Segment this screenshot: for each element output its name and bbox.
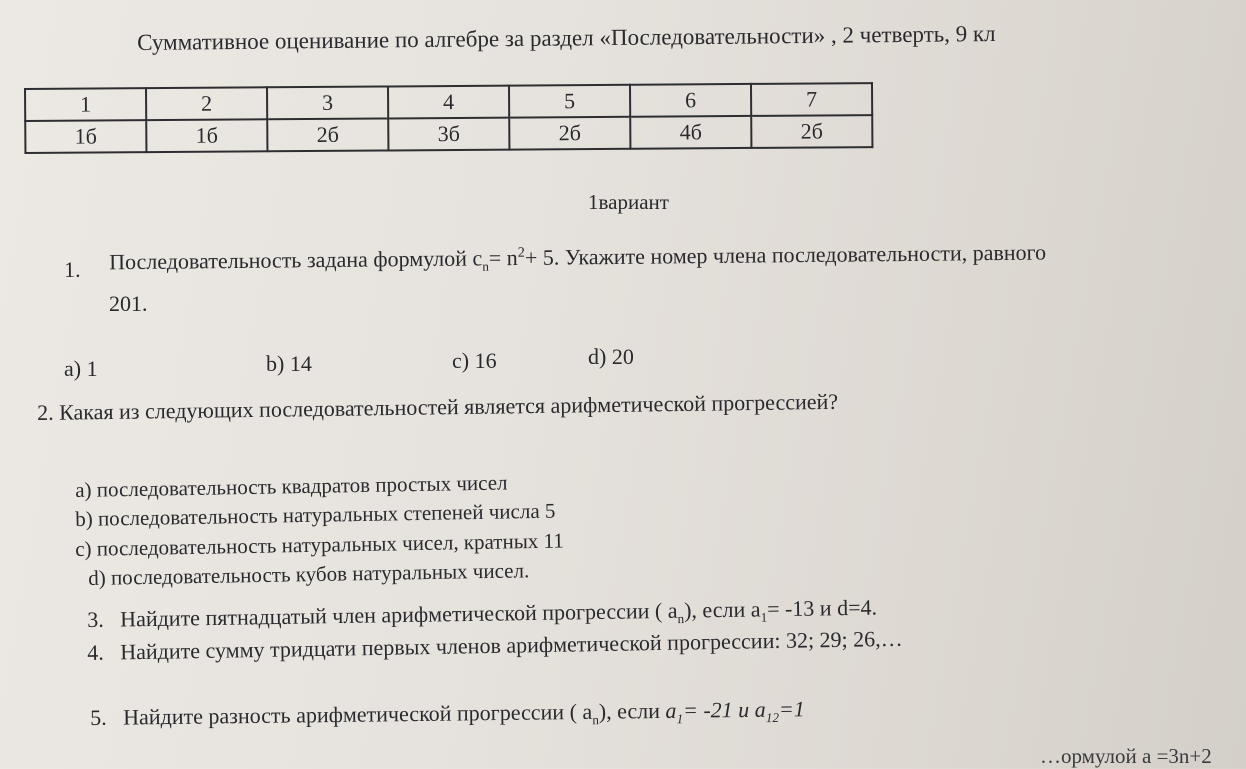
question-1-option-c: c) 16 (452, 348, 497, 373)
question-2-text: 2. Какая из следующих последовательностей является арифметической прогрессией? (37, 388, 839, 425)
table-cell: 2б (267, 118, 388, 151)
question-5-sub-12: 12 (765, 709, 780, 726)
question-1-text (109, 239, 1046, 279)
question-5-text-b: ), если (598, 697, 666, 724)
question-3-sub-1: 1 (760, 609, 768, 625)
page-title: Суммативное оценивание по алгебре за раздел «Последовательности» , 2 четверть, 9 кл (137, 21, 996, 55)
question-1-text-after: + 5. Укажите номер члена последовательности, равного (524, 239, 1047, 270)
question-1-option-d: d) 20 (588, 344, 634, 369)
table-cell: 1б (25, 120, 146, 153)
table-cell: 2 (146, 87, 267, 120)
question-1-option-a: a) 1 (64, 356, 98, 381)
table-cell: 3 (267, 86, 388, 119)
question-1-text-mid: = n (488, 245, 518, 271)
cutoff-text: …ормулой a =3n+2 (1040, 744, 1212, 768)
table-cell: 4 (388, 86, 509, 119)
question-1-option-b: b) 14 (266, 351, 312, 376)
question-4-number: 4. (87, 639, 104, 665)
table-cell: 2б (751, 115, 872, 148)
question-5-sub-1: 1 (676, 711, 684, 727)
question-1-superscript: 2 (517, 244, 525, 261)
table-cell: 5 (509, 85, 630, 118)
question-5-sub-n: n (592, 712, 599, 728)
question-5-it-a: a (665, 697, 677, 723)
question-2-option-a: a) последовательность квадратов простых чисел (75, 470, 508, 502)
table-cell: 1 (25, 88, 146, 121)
table-cell: 3б (388, 118, 509, 151)
question-2-option-d: d) последовательность кубов натуральных чисел. (88, 558, 530, 590)
table-cell: 2б (509, 117, 630, 150)
question-5-text (90, 696, 805, 734)
table-cell: 7 (751, 83, 872, 116)
question-5-number: 5. (90, 704, 107, 730)
variant-label: 1вариант (588, 190, 669, 214)
question-3-text-a: Найдите пятнадцатый член арифметической прогрессии ( a (119, 597, 678, 632)
table-cell: 1б (146, 119, 267, 152)
score-table (24, 82, 873, 154)
question-1-text-before: Последовательность задана формулой c (109, 245, 483, 275)
question-5-it-c: =1 (778, 696, 805, 722)
question-3-text-b: ), если a (683, 596, 761, 623)
question-1-subscript: n (482, 258, 489, 274)
question-2-option-b: b) последовательность натуральных степеней числа 5 (75, 498, 556, 531)
table-row-points (25, 115, 872, 153)
table-cell: 4б (630, 116, 751, 149)
table-cell: 6 (630, 84, 751, 117)
question-4-body: Найдите сумму тридцати первых членов арифметической прогрессии: 32; 29; 26,… (119, 625, 903, 665)
question-2-option-c: c) последовательность натуральных чисел, кратных 11 (75, 528, 564, 561)
question-3-number: 3. (87, 606, 104, 632)
question-3-sub-n: n (677, 611, 685, 627)
question-5-text-a: Найдите разность арифметической прогрессии ( a (122, 698, 593, 730)
question-3-text-c: = -13 и d=4. (766, 594, 878, 622)
question-1-text-line2: 201. (109, 291, 148, 316)
question-5-it-b: = -21 и a (682, 696, 766, 723)
question-1-number: 1. (64, 256, 81, 282)
